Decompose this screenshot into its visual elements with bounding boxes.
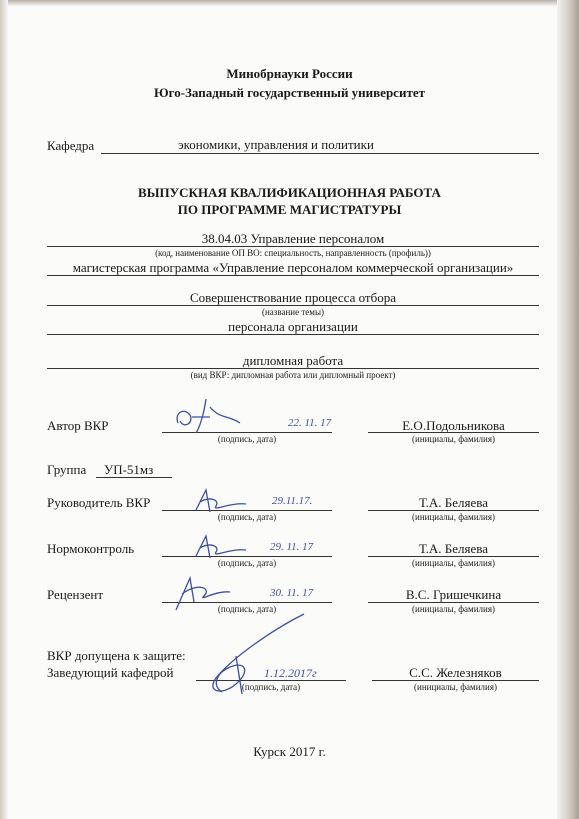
- reviewer-name-underline: [368, 602, 539, 603]
- program-code-caption: (код, наименование ОП ВО: специальность, направленность (профиль)): [155, 248, 431, 258]
- normcontrol-name-underline: [368, 556, 539, 557]
- normcontrol-sig-caption: (подпись, дата): [217, 558, 277, 568]
- author-label: Автор ВКР: [47, 418, 109, 433]
- group-value: УП-51мз: [104, 462, 154, 477]
- ministry-heading: Минобрнауки России: [226, 66, 353, 81]
- city-year: Курск 2017 г.: [253, 744, 326, 759]
- program-profile-underline: [47, 275, 539, 276]
- group-underline: [96, 477, 172, 478]
- reviewer-label: Рецензент: [47, 587, 104, 602]
- page-left-edge: [0, 0, 8, 819]
- supervisor-name: Т.А. Беляева: [419, 495, 488, 510]
- topic-line2-underline: [47, 334, 539, 335]
- program-profile: магистерская программа «Управление персоналом коммерческой организации»: [72, 260, 514, 275]
- supervisor-name-underline: [368, 510, 539, 511]
- work-title-line1: ВЫПУСКНАЯ КВАЛИФИКАЦИОННАЯ РАБОТА: [138, 185, 441, 200]
- topic-line1-underline: [47, 305, 539, 306]
- page-right-edge: [557, 0, 579, 819]
- work-type-caption: (вид ВКР: дипломная работа или дипломный проект): [190, 370, 396, 380]
- normcontrol-label: Нормоконтроль: [47, 541, 135, 556]
- department-underline: [101, 153, 539, 154]
- author-signature: [170, 393, 250, 435]
- program-code: 38.04.03 Управление персоналом: [201, 231, 385, 246]
- supervisor-signature-date: 29.11.17.: [272, 495, 313, 507]
- reviewer-sig-caption: (подпись, дата): [217, 604, 277, 614]
- page-top-edge: [0, 0, 579, 6]
- reviewer-name-caption: (инициалы, фамилия): [412, 604, 495, 614]
- work-type-value: дипломная работа: [242, 353, 344, 368]
- topic-line1: Совершенствование процесса отбора: [189, 290, 397, 305]
- university-heading: Юго-Западный государственный университет: [154, 85, 425, 100]
- supervisor-sig-caption: (подпись, дата): [217, 512, 277, 522]
- head-name-caption: (инициалы, фамилия): [414, 682, 497, 692]
- author-sig-caption: (подпись, дата): [217, 434, 277, 444]
- department-label: Кафедра: [47, 138, 95, 153]
- head-name-underline: [372, 680, 539, 681]
- work-type-underline: [47, 368, 539, 369]
- supervisor-label: Руководитель ВКР: [47, 495, 151, 510]
- head-sig-caption: (подпись, дата): [241, 682, 301, 692]
- author-name-underline: [368, 432, 539, 433]
- normcontrol-name: Т.А. Беляева: [419, 541, 488, 556]
- department-value: экономики, управления и политики: [178, 137, 374, 152]
- author-name-caption: (инициалы, фамилия): [412, 434, 495, 444]
- topic-line2: персонала организации: [228, 319, 358, 334]
- topic-caption: (название темы): [261, 307, 325, 317]
- reviewer-name: В.С. Гришечкина: [405, 587, 502, 602]
- work-title-line2: ПО ПРОГРАММЕ МАГИСТРАТУРЫ: [177, 202, 402, 217]
- program-code-underline: [47, 246, 539, 247]
- admission-label: ВКР допущена к защите:: [47, 648, 186, 663]
- normcontrol-name-caption: (инициалы, фамилия): [412, 558, 495, 568]
- group-label: Группа: [47, 462, 87, 477]
- author-signature-date: 22. 11. 17: [288, 417, 332, 429]
- author-name: Е.О.Подольникова: [402, 418, 505, 433]
- normcontrol-signature-date: 29. 11. 17: [270, 541, 314, 553]
- reviewer-signature-date: 30. 11. 17: [270, 587, 314, 599]
- supervisor-name-caption: (инициалы, фамилия): [412, 512, 495, 522]
- head-name: С.С. Железняков: [409, 665, 502, 680]
- head-signature-date: 1.12.2017г: [264, 666, 317, 680]
- head-of-department-label: Заведующий кафедрой: [47, 665, 174, 680]
